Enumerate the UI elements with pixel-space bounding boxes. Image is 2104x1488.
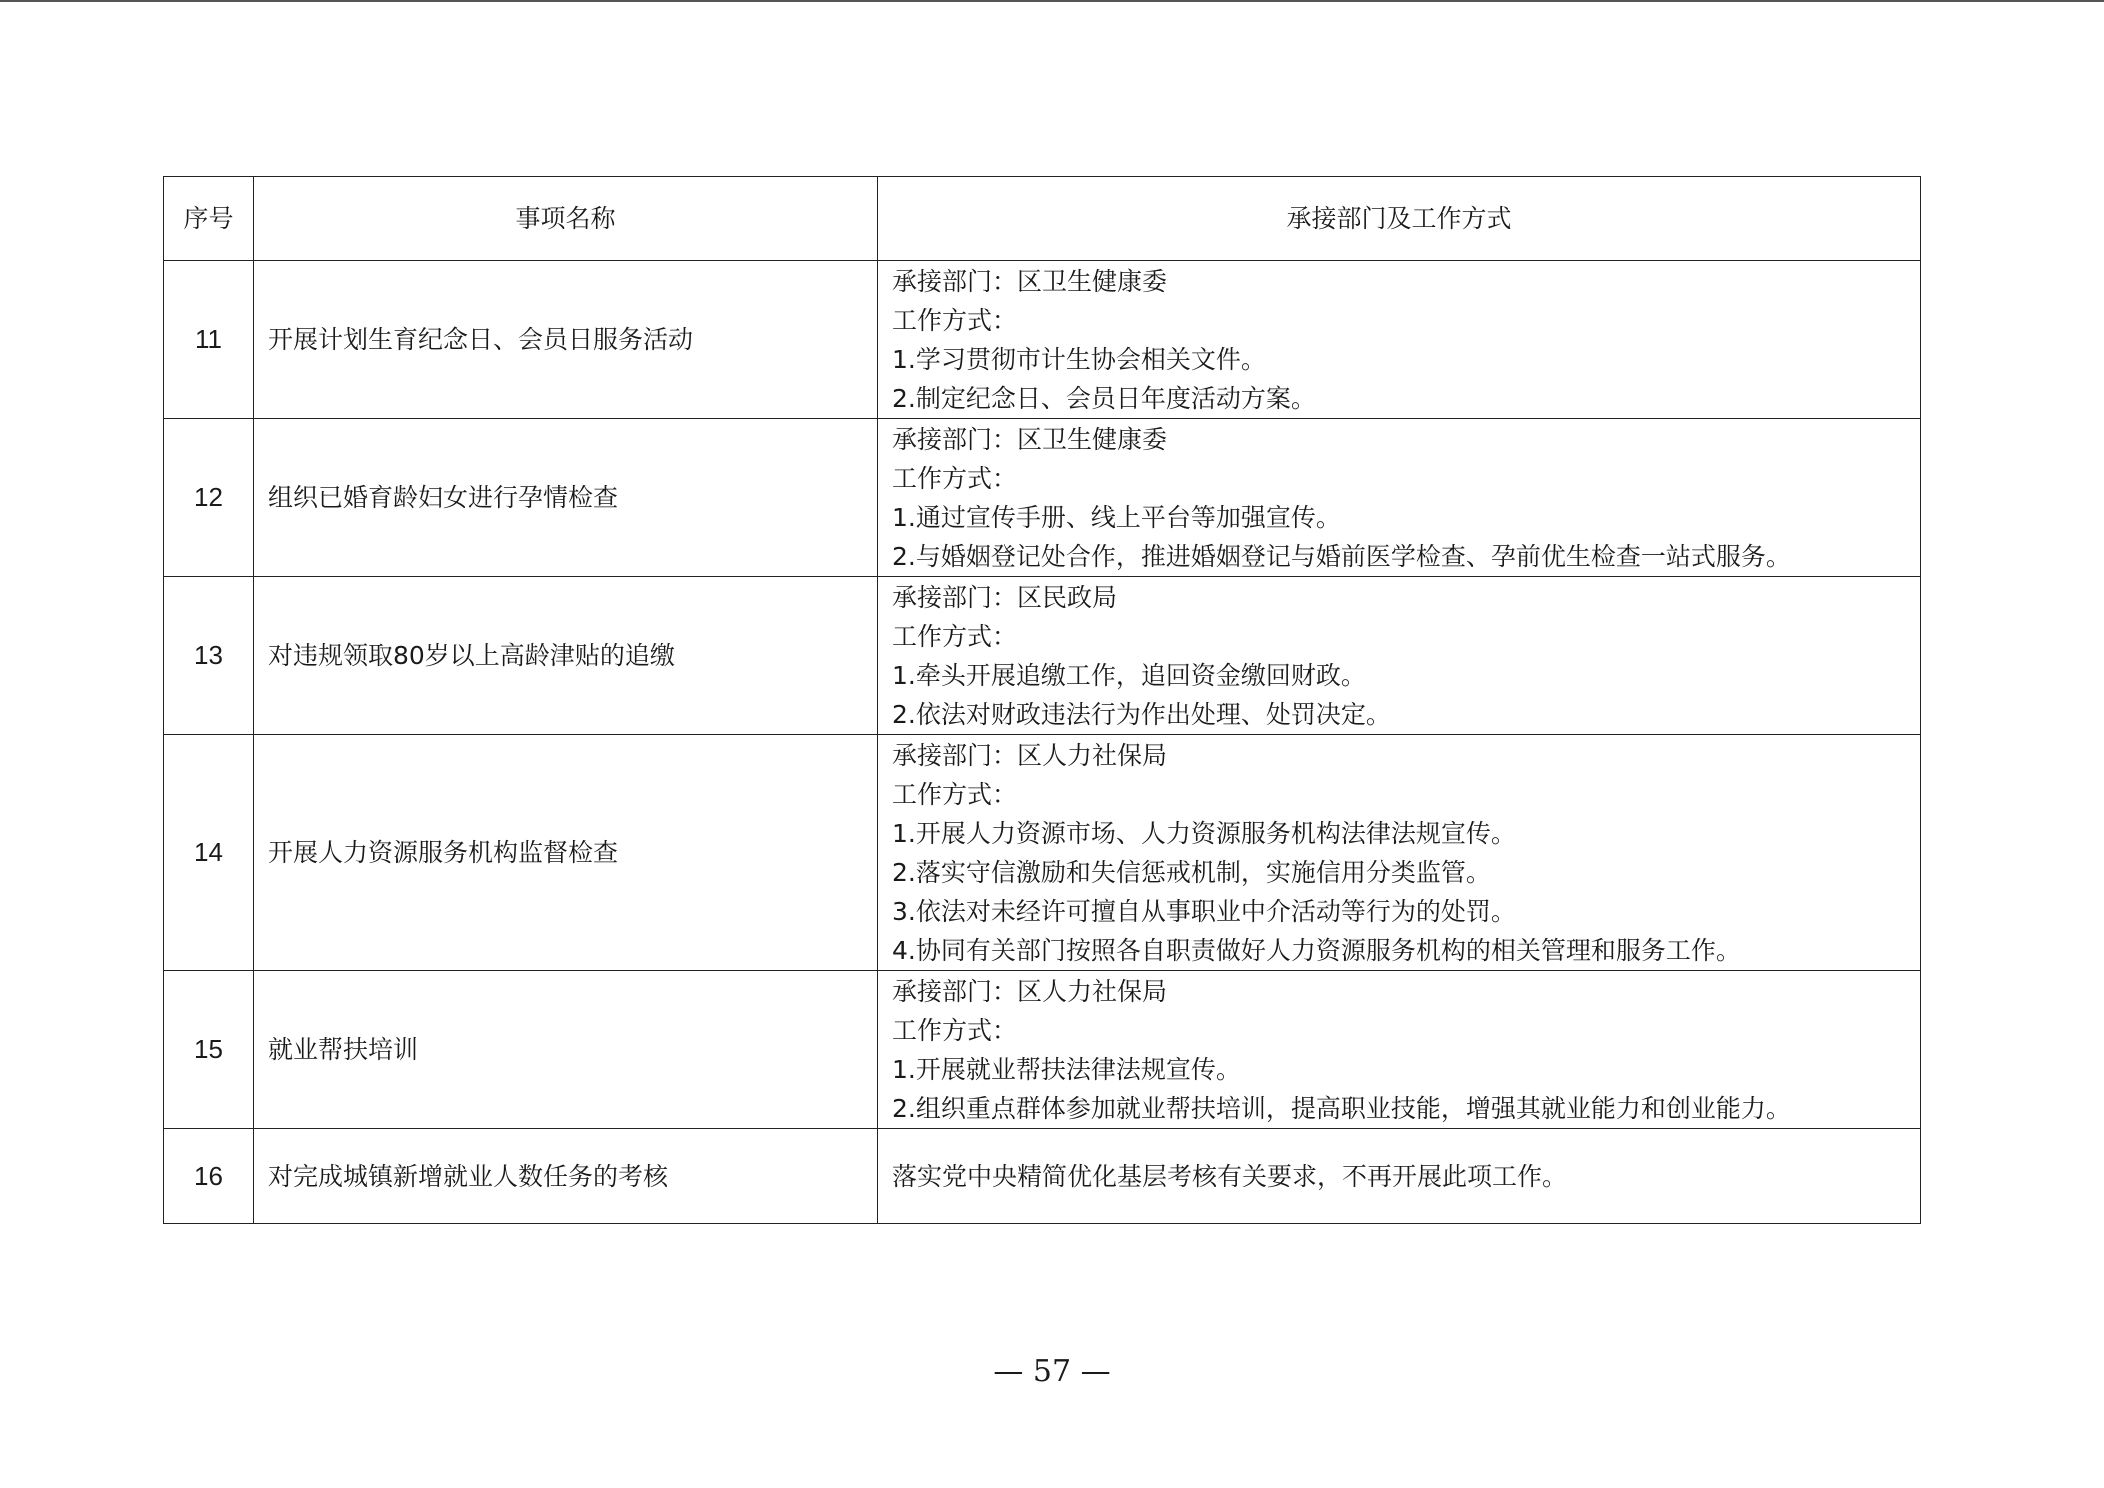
table-row bbox=[164, 419, 1921, 577]
header-department-method: 承接部门及工作方式 bbox=[878, 177, 1921, 261]
header-item-name: 事项名称 bbox=[254, 177, 878, 261]
table-row bbox=[164, 577, 1921, 735]
task-table bbox=[163, 176, 1921, 1224]
method-step-line: 2.落实守信激励和失信惩戒机制，实施信用分类监管。 bbox=[892, 857, 1491, 887]
method-step-line: 1.开展人力资源市场、人力资源服务机构法律法规宣传。 bbox=[892, 818, 1516, 848]
method-note-line: 落实党中央精简优化基层考核有关要求，不再开展此项工作。 bbox=[892, 1161, 1568, 1191]
dept-line: 承接部门：区卫生健康委 bbox=[892, 266, 1168, 296]
row-serial-number: 13 bbox=[164, 577, 254, 735]
row-serial-number: 11 bbox=[164, 261, 254, 419]
row-department-method bbox=[878, 971, 1921, 1129]
dept-line: 承接部门：区卫生健康委 bbox=[892, 424, 1168, 454]
method-step-line: 2.组织重点群体参加就业帮扶培训，提高职业技能，增强其就业能力和创业能力。 bbox=[892, 1093, 1791, 1123]
method-step-line: 4.协同有关部门按照各自职责做好人力资源服务机构的相关管理和服务工作。 bbox=[892, 935, 1741, 965]
row-item-name: 对违规领取80岁以上高龄津贴的追缴 bbox=[254, 577, 878, 735]
dept-line: 承接部门：区人力社保局 bbox=[892, 740, 1168, 770]
row-item-name: 开展计划生育纪念日、会员日服务活动 bbox=[254, 261, 878, 419]
table-row bbox=[164, 735, 1921, 971]
method-step-line: 2.依法对财政违法行为作出处理、处罚决定。 bbox=[892, 699, 1391, 729]
row-serial-number: 16 bbox=[164, 1129, 254, 1224]
method-label-line: 工作方式： bbox=[892, 779, 1018, 809]
method-label-line: 工作方式： bbox=[892, 463, 1018, 493]
method-label-line: 工作方式： bbox=[892, 305, 1018, 335]
method-step-line: 1.牵头开展追缴工作，追回资金缴回财政。 bbox=[892, 660, 1366, 690]
row-department-method bbox=[878, 419, 1921, 577]
method-step-line: 1.开展就业帮扶法律法规宣传。 bbox=[892, 1054, 1241, 1084]
method-label-line: 工作方式： bbox=[892, 621, 1018, 651]
dept-line: 承接部门：区人力社保局 bbox=[892, 976, 1168, 1006]
row-department-method bbox=[878, 261, 1921, 419]
table-row bbox=[164, 1129, 1921, 1224]
row-serial-number: 15 bbox=[164, 971, 254, 1129]
row-item-name: 对完成城镇新增就业人数任务的考核 bbox=[254, 1129, 878, 1224]
row-item-name: 开展人力资源服务机构监督检查 bbox=[254, 735, 878, 971]
row-item-name: 组织已婚育龄妇女进行孕情检查 bbox=[254, 419, 878, 577]
method-label-line: 工作方式： bbox=[892, 1015, 1018, 1045]
method-step-line: 2.与婚姻登记处合作，推进婚姻登记与婚前医学检查、孕前优生检查一站式服务。 bbox=[892, 541, 1791, 571]
table-row bbox=[164, 261, 1921, 419]
row-department-method bbox=[878, 577, 1921, 735]
method-step-line: 2.制定纪念日、会员日年度活动方案。 bbox=[892, 383, 1316, 413]
method-step-line: 1.学习贯彻市计生协会相关文件。 bbox=[892, 344, 1266, 374]
row-serial-number: 12 bbox=[164, 419, 254, 577]
header-serial-number: 序号 bbox=[164, 177, 254, 261]
table-row bbox=[164, 971, 1921, 1129]
page-number: — 57 — bbox=[993, 1354, 1111, 1389]
top-border-line bbox=[0, 0, 2104, 2]
method-step-line: 1.通过宣传手册、线上平台等加强宣传。 bbox=[892, 502, 1341, 532]
row-department-method bbox=[878, 1129, 1921, 1224]
row-department-method bbox=[878, 735, 1921, 971]
method-step-line: 3.依法对未经许可擅自从事职业中介活动等行为的处罚。 bbox=[892, 896, 1516, 926]
table-header-row bbox=[164, 177, 1921, 261]
dept-line: 承接部门：区民政局 bbox=[892, 582, 1118, 612]
row-item-name: 就业帮扶培训 bbox=[254, 971, 878, 1129]
row-serial-number: 14 bbox=[164, 735, 254, 971]
